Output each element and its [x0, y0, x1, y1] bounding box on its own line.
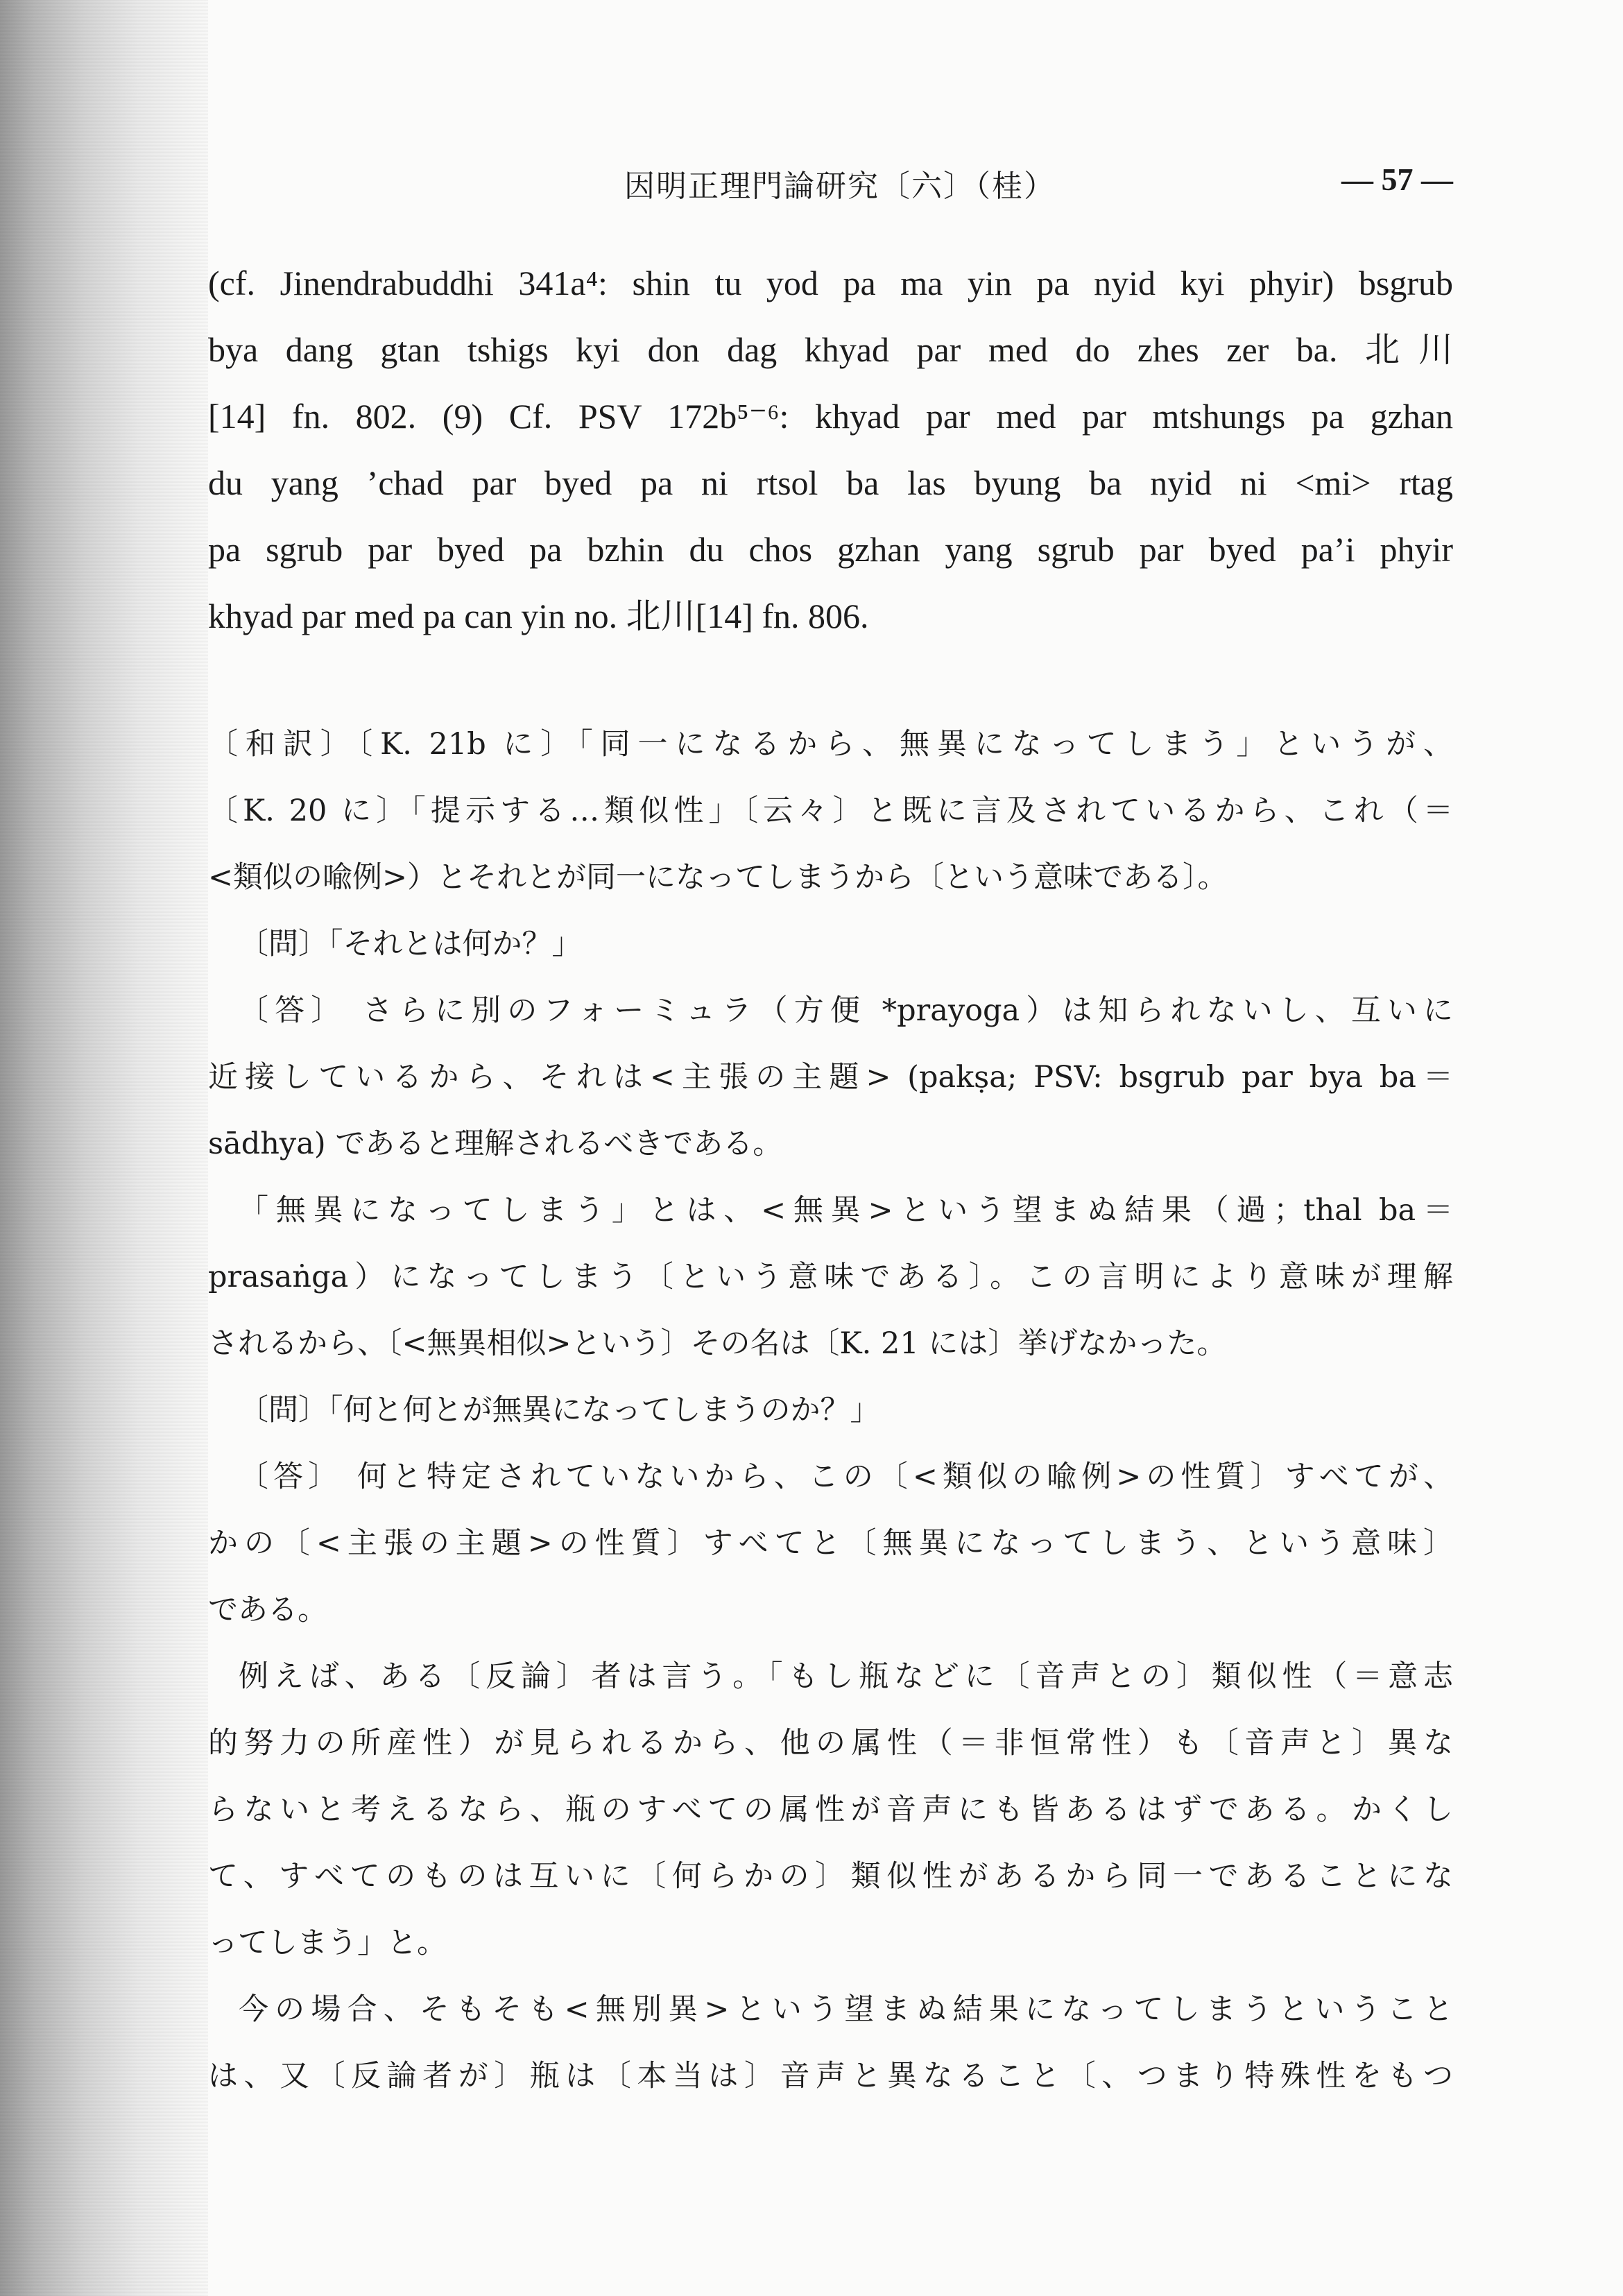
text-line: 「無異になってしまう」とは、<無異>という望まぬ結果（過；thal ba＝ — [239, 1193, 1453, 1228]
note-line: pa sgrub par byed pa bzhin du chos gzhan yang sgrub par byed pa’i phyir — [208, 530, 1453, 569]
text-line: 〔問〕「それとは何か？」 — [239, 927, 582, 961]
text-line: <類似の喩例>）とそれとが同一になってしまうから〔という意味である〕。 — [208, 860, 1228, 895]
text-line: は、又〔反論者が〕瓶は〔本当は〕音声と異なること〔、つまり特殊性をもつ — [208, 2059, 1453, 2093]
translation-body — [208, 711, 1453, 2109]
text-line: である。 — [208, 1593, 327, 1627]
footnote-continuation — [208, 250, 1453, 649]
note-line: [14] fn. 802. (9) Cf. PSV 172b⁵⁻⁶: khyad par med par mtshungs pa gzhan — [208, 397, 1453, 436]
text-line: て、すべてのものは互いに〔何らかの〕類似性があるから同一であることにな — [208, 1859, 1453, 1894]
text-line: 今の場合、そもそも<無別異>という望まぬ結果になってしまうということ — [239, 1992, 1453, 2027]
running-title: 因明正理門論研究〔六〕（桂） — [624, 169, 1056, 204]
text-line: 〔問〕「何と何とが無異になってしまうのか？」 — [239, 1393, 880, 1428]
page-number: — 57 — — [1341, 162, 1453, 197]
page-header — [208, 161, 1453, 209]
text-line: 的努力の所産性）が見られるから、他の属性（＝非恒常性）も〔音声と〕異な — [208, 1726, 1453, 1760]
note-line: (cf. Jinendrabuddhi 341a⁴: shin tu yod pa ma yin pa nyid kyi phyir) bsgrub — [208, 264, 1453, 302]
text-line: 〔和訳〕〔K. 21b に〕「同一になるから、無異になってしまう」というが、 — [208, 727, 1453, 762]
text-line: 例えば、ある〔反論〕者は言う。「もし瓶などに〔音声との〕類似性（＝意志 — [239, 1659, 1453, 1694]
text-line: 〔答〕 何と特定されていないから、この〔<類似の喩例>の性質〕すべてが、 — [239, 1459, 1453, 1494]
text-line: 近接しているから、それは<主張の主題> (pakṣa; PSV: bsgrub par bya ba＝ — [208, 1060, 1453, 1095]
text-line: 〔K. 20 に〕「提示する…類似性」〔云々〕と既に言及されているから、これ（＝ — [208, 794, 1453, 828]
note-line: du yang ’chad par byed pa ni rtsol ba las byung ba nyid ni <mi> rtag — [208, 463, 1453, 502]
text-line: sādhya) であると理解されるべきである。 — [208, 1126, 783, 1161]
note-line: bya dang gtan tshigs kyi don dag khyad par med do zhes zer ba. 北川 — [208, 330, 1453, 369]
note-line: khyad par med pa can yin no. 北川[14] fn. 806. — [208, 597, 869, 635]
text-line: 〔答〕 さらに別のフォーミュラ（方便 *prayoga）は知られないし、互いに — [239, 993, 1453, 1028]
text-line: ってしまう」と。 — [208, 1926, 447, 1960]
scan-binding-shadow — [0, 0, 208, 2296]
text-line: らないと考えるなら、瓶のすべての属性が音声にも皆あるはずである。かくし — [208, 1792, 1453, 1827]
text-line: prasaṅga）になってしまう〔という意味である〕。この言明により意味が理解 — [208, 1260, 1453, 1294]
text-line: かの〔<主張の主題>の性質〕すべてと〔無異になってしまう、という意味〕 — [208, 1526, 1453, 1561]
text-line: されるから、〔<無異相似>という〕その名は〔K. 21 には〕挙げなかった。 — [208, 1326, 1227, 1361]
